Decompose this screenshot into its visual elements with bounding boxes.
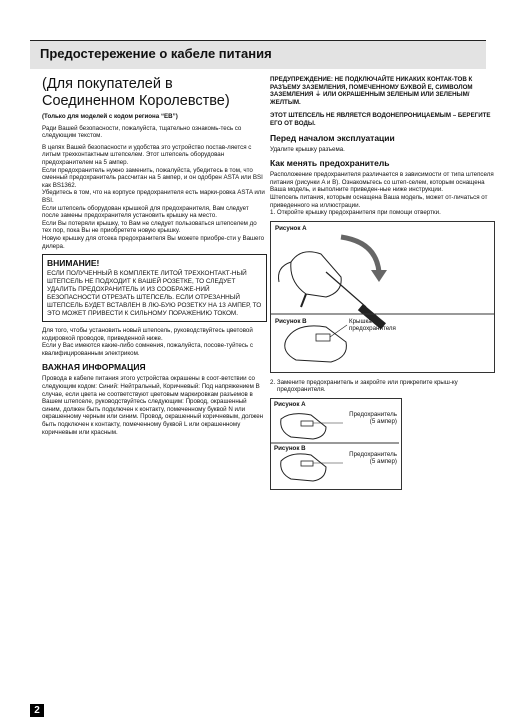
paragraph-3: Если предохранитель нужно заменить, пожалуйста, убедитесь в том, что сменный предохранитель рассчитан на 5 ампер, и он одобрен ASTA или BSI как BS1362.: [42, 166, 263, 189]
plug-screwdriver-illustration: [271, 222, 494, 370]
howto-title: Как менять предохранитель: [270, 158, 390, 169]
ground-warning: ПРЕДУПРЕЖДЕНИЕ: НЕ ПОДКЛЮЧАЙТЕ НИКАКИХ КОНТАК-ТОВ К РАЗЪЕМУ ЗАЗЕМЛЕНИЯ, ПОМЕЧЕННОМУ БУКВОЙ E, СИМВОЛОМ ЗАЗЕМЛЕНИЯ ⏚ ИЛИ ОКРАШЕННЫМ ЗЕЛЕНЫМ ИЛИ ЗЕЛЕНЫМ/ЖЕЛТЫМ.: [270, 76, 473, 106]
important-title: ВАЖНАЯ ИНФОРМАЦИЯ: [42, 362, 146, 373]
caution-box: [42, 254, 267, 322]
caution-title: ВНИМАНИЕ!: [47, 258, 100, 269]
figure-b-label: Рисунок B: [275, 317, 307, 325]
paragraph-9: Если у Вас имеются какие-либо сомнения, пожалуйста, посове-туйтесь с квалифицированным электриком.: [42, 342, 253, 357]
before-use-title: Перед началом эксплуатации: [270, 132, 395, 143]
fuse-label-b: Предохранитель (5 ампер): [349, 450, 397, 466]
paragraph-7: Новую крышку для отсека предохранителя Вы можете приобре-сти у Вашего дилера.: [42, 234, 265, 250]
step-2: 2. Замените предохранитель и закройте или прикрепите крыш-ку предохранителя.: [270, 378, 458, 394]
uk-heading: (Для покупателей в Соединенном Королевстве): [42, 76, 230, 109]
figure2-a-label: Рисунок A: [274, 400, 306, 408]
caution-body: ЕСЛИ ПОЛУЧЕННЫЙ В КОМПЛЕКТЕ ЛИТОЙ ТРЕХКОНТАКТ-НЫЙ ШТЕПСЕЛЬ НЕ ПОДХОДИТ К ВАШЕЙ РОЗЕТКЕ, ТО СЛЕДУЕТ УДАЛИТЬ ПРЕДОХРАНИТЕЛЬ И ИЗ СООБРАЖЕ-НИЙ БЕЗОПАСНОСТИ ОТРЕЗАТЬ ШТЕПСЕЛЬ. ЕСЛИ ОТРЕЗАННЫЙ ШТЕПСЕЛЬ БУДЕТ ВСТАВЛЕН В ЛЮ-БУЮ РОЗЕТКУ НА 13 АМПЕР, ТО ЭТО МОЖЕТ ПРИВЕСТИ К СИЛЬНОМУ ПОРАЖЕНИЮ ТОКОМ.: [47, 270, 262, 318]
region-subheading: (Только для моделей с кодом региона “EB”): [42, 113, 178, 120]
paragraph-2: В целях Вашей безопасности и удобства это устройство постав-ляется с литым трехконтактным штепселем. Этот штепсель оборудован предохранителем на 5 ампер.: [42, 143, 252, 166]
fuse-cover-label: Крышка предохранителя: [349, 317, 396, 333]
figure2-b-label: Рисунок B: [274, 444, 306, 452]
howto-body: Расположение предохранителя различается в зависимости от типа штепселя питания (рисунки A и B). Ознакомьтесь со штеп-селем, которым оснащена Ваша модель, и выполните приведен-ные ниже инструкции.: [270, 171, 494, 194]
water-warning: ЭТОТ ШТЕПСЕЛЬ НЕ ЯВЛЯЕТСЯ ВОДОНЕПРОНИЦАЕМЫМ – БЕРЕГИТЕ ЕГО ОТ ВОДЫ.: [270, 112, 491, 127]
paragraph-8: Для того, чтобы установить новый штепсель, руководствуйтесь цветовой кодировкой проводов, приведенной ниже.: [42, 327, 253, 342]
fuse-label-a: Предохранитель (5 ампер): [349, 410, 397, 426]
page-title: Предостережение о кабеле питания: [40, 46, 272, 61]
right-column: [270, 76, 495, 496]
figure-a-label: Рисунок A: [275, 224, 307, 232]
howto-body-2: Штепсель питания, которым оснащена Ваша модель, может от-личаться от приведенного на иллюстрации.: [270, 193, 488, 209]
page-number: 2: [30, 704, 44, 717]
before-use-body: Удалите крышку разъема.: [270, 145, 345, 153]
intro-paragraph: Ради Вашей безопасности, пожалуйста, тщательно ознакомь-тесь со следующим текстом.: [42, 124, 242, 140]
left-column: [42, 76, 267, 436]
step-1: 1. Откройте крышку предохранителя при помощи отвертки.: [270, 209, 441, 217]
paragraph-5: Если штепсель оборудован крышкой для предохранителя, Вам следует после замены предохранителя установить крышку на место.: [42, 204, 249, 220]
paragraph-6: Если Вы потеряли крышку, то Вам не следует пользоваться штепселем до тех пор, пока Вы не приобретете новую крышку.: [42, 219, 257, 235]
figure-replace-fuse: [270, 398, 402, 490]
figure-open-cover: [270, 221, 495, 373]
section-title-bar: [30, 40, 486, 69]
paragraph-4: Убедитесь в том, что на корпусе предохранителя есть марки-ровка ASTA или BSI.: [42, 189, 265, 204]
important-body: Провода в кабеле питания этого устройства окрашены в соот-ветствии со следующим кодом: Синий: Нейтральный, Коричневый: Под напряжением В случае, если цвета не соответствуют цветовым маркировкам разъемов в Вашем штепселе, руководствуйтесь следующим: Провод, окрашенный синим, должен быть подключен к контакту, помеченному буквой N или окрашенному черным или синим. Провод, окрашенный коричневым, должен быть подключен к контакту, помеченному буквой L или окрашенному коричневым или красным.: [42, 375, 264, 436]
